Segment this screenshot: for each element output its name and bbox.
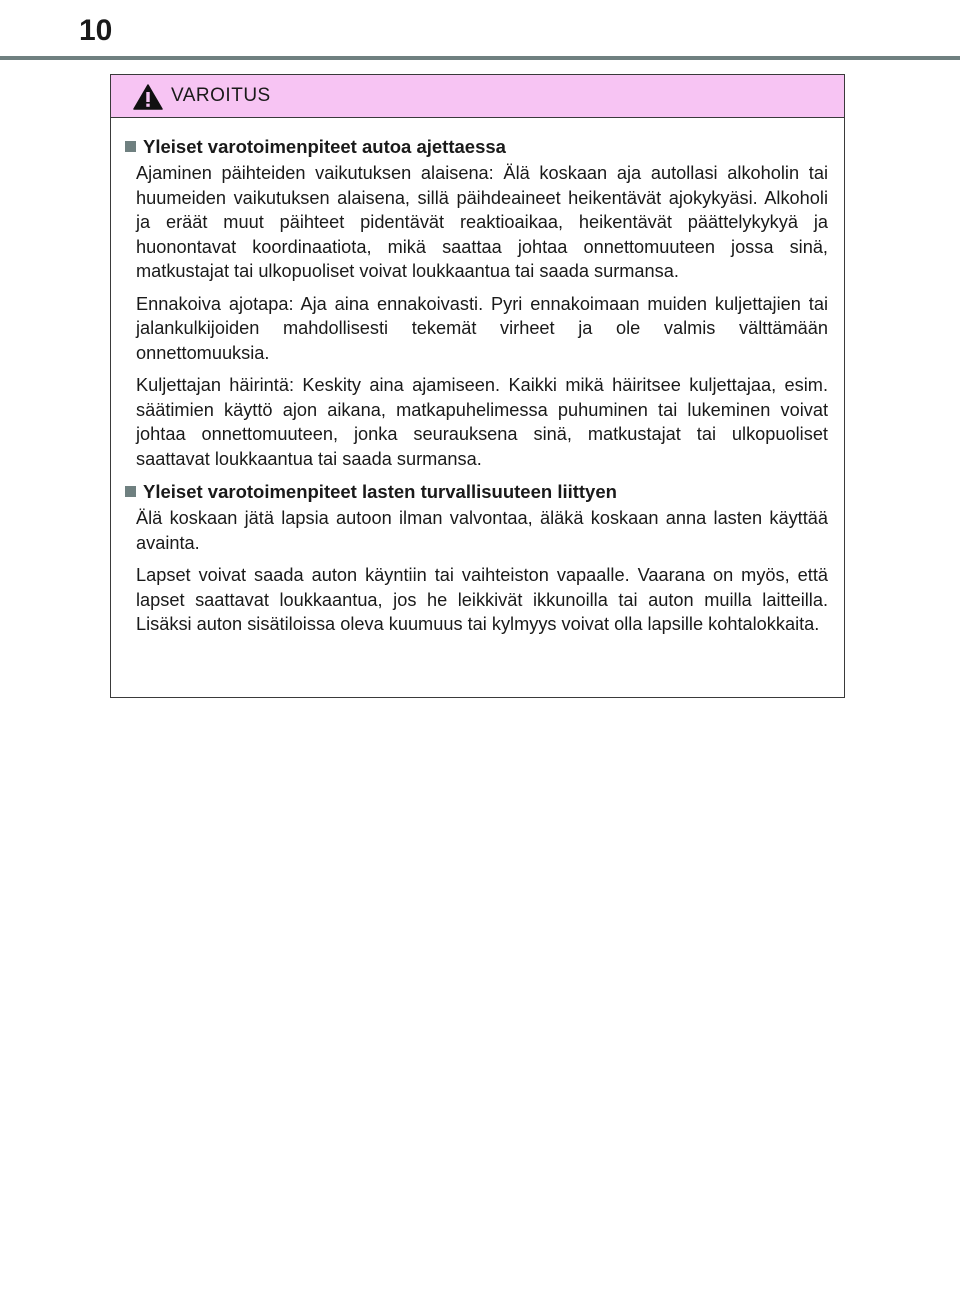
warning-header [111, 75, 844, 118]
square-bullet-icon [125, 141, 136, 152]
section-heading-text: Yleiset varotoimenpiteet lasten turvallisuuteen liittyen [143, 481, 617, 502]
section-heading [125, 134, 828, 159]
warning-label: VAROITUS [171, 85, 271, 106]
paragraph: Lapset voivat saada auton käyntiin tai vaihteiston vapaalle. Vaarana on myös, että lapset saattavat loukkaantua, jos he leikkivät ikkunoilla tai auton muilla laitteilla. Lisäksi auton sisätiloissa oleva kuumuus tai kylmyys voivat olla lapsille kohtalokkaita. [136, 565, 828, 634]
page-number: 10 [79, 14, 113, 47]
warning-body [111, 118, 844, 637]
warning-triangle-icon [133, 84, 163, 110]
paragraph: Ennakoiva ajotapa: Aja aina ennakoivasti. Pyri ennakoimaan muiden kuljettajien tai jalankulkijoiden mahdollisesti tekemät virheet ja ole valmis välttämään onnettomuuksia. [136, 293, 828, 363]
section-heading [125, 479, 828, 504]
paragraph: Ajaminen päihteiden vaikutuksen alaisena: Älä koskaan aja autollasi alkoholin tai huumeiden vaikutuksen alaisena, sillä päihdeaineet heikentävät ajokykyäsi. Alkoholi ja eräät muut päihteet pidentävät reaktioaikaa, heikentävät päättelykykyä ja huonontavat koordinaatiota, mikä saattaa johtaa onnettomuuteen jossa sinä, matkustajat tai ulkopuoliset voivat loukkaantua tai saada surmansa. [136, 163, 828, 281]
paragraph: Älä koskaan jätä lapsia autoon ilman valvontaa, äläkä koskaan anna lasten käyttää avainta. [136, 508, 828, 553]
paragraph: Kuljettajan häirintä: Keskity aina ajamiseen. Kaikki mikä häiritsee kuljettajaa, esim. säätimien käyttö ajon aikana, matkapuhelimessa puhuminen tai lukeminen voivat johtaa onnettomuuteen, jonka seurauksena sinä, matkustajat tai ulkopuoliset saattavat loukkaantua tai saada surmansa. [136, 375, 828, 469]
section-driving [125, 134, 828, 471]
section-child-safety [125, 479, 828, 637]
section-heading-text: Yleiset varotoimenpiteet autoa ajettaessa [143, 136, 506, 157]
header-rule [0, 56, 960, 60]
square-bullet-icon [125, 486, 136, 497]
warning-box [110, 74, 845, 698]
